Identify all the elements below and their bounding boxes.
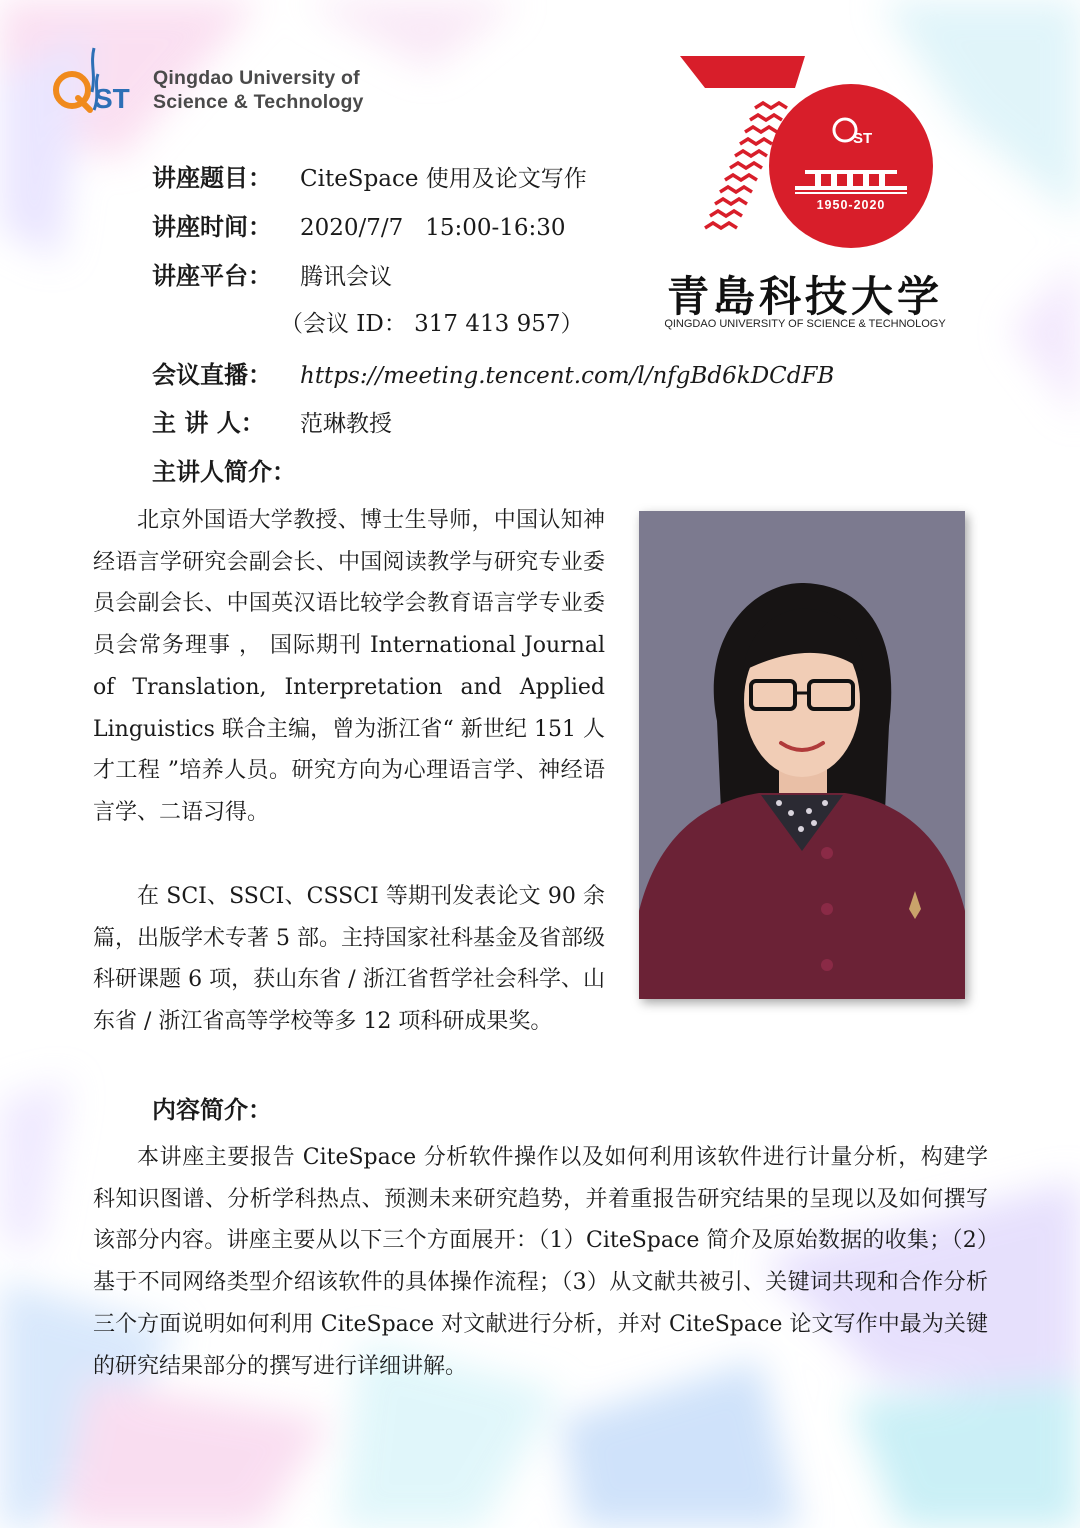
speaker-photo	[639, 511, 965, 999]
live-row	[152, 355, 834, 395]
time-value: 2020/7/7 15:00-16:30	[300, 215, 566, 241]
university-name-cn: 青島科技大学	[666, 272, 943, 321]
speaker-label: 主 讲 人：	[152, 409, 265, 437]
time-row	[152, 207, 566, 247]
speaker-value: 范琳教授	[300, 411, 392, 437]
qust-logo-mark-icon	[50, 44, 150, 124]
university-name-en-small: QINGDAO UNIVERSITY OF SCIENCE & TECHNOLOGY	[664, 318, 946, 330]
topic-value: CiteSpace 使用及论文写作	[300, 166, 587, 192]
platform-value: 腾讯会议	[300, 264, 392, 290]
seventy-anniversary-icon	[655, 48, 955, 258]
svg-text:ST: ST	[853, 130, 873, 147]
time-label: 讲座时间：	[152, 213, 272, 241]
bio-paragraph-2: 在 SCI、SSCI、CSSCI 等期刊发表论文 90 余篇，出版学术专著 5 部。主持国家社科基金及省部级科研课题 6 项，获山东省 / 浙江省哲学社会科学、山东省 / 浙江省高等学校等多 12 项科研成果奖。	[93, 884, 605, 1035]
content-paragraph: 本讲座主要报告 CiteSpace 分析软件操作以及如何利用该软件进行计量分析，构建学科知识图谱、分析学科热点、预测未来研究趋势，并着重报告研究结果的呈现以及如何撰写该部分内容。讲座主要从以下三个方面展开：（1）CiteSpace 简介及原始数据的收集；（2）基于不同网络类型介绍该软件的具体操作流程；（3）从文献共被引、关键词共现和合作分析三个方面说明如何利用 CiteSpace 对文献进行分析，并对 CiteSpace 论文写作中最为关键的研究结果部分的撰写进行详细讲解。	[93, 1145, 988, 1379]
meeting-id: （会议 ID： 317 413 957）	[280, 311, 584, 337]
university-name-line1: Qingdao University of	[153, 67, 360, 89]
live-label: 会议直播：	[152, 361, 272, 389]
platform-label: 讲座平台：	[152, 262, 272, 290]
anniversary-emblem	[655, 48, 955, 348]
bio-paragraph-1: 北京外国语大学教授、博士生导师，中国认知神经语言学研究会副会长、中国阅读教学与研究专业委员会副会长、中国英汉语比较学会教育语言学专业委员会常务理事 ， 国际期刊 International Journal of Translation, Interpretation and Applied Linguistics 联合主编，曾为浙江省“ 新世纪 151 人才工程 ”培养人员。研究方向为心理语言学、神经语言学、二语习得。	[93, 508, 605, 825]
speaker-row	[152, 403, 392, 443]
topic-row	[152, 158, 587, 198]
bio-heading: 主讲人简介：	[152, 458, 296, 486]
svg-text:ST: ST	[94, 83, 130, 114]
university-name-line2: Science & Technology	[153, 91, 364, 113]
topic-label: 讲座题目：	[152, 164, 272, 192]
university-name-en	[153, 66, 364, 114]
live-url-link[interactable]: https://meeting.tencent.com/l/nfgBd6kDCdFB	[300, 363, 835, 389]
qust-header-logo	[50, 44, 450, 124]
platform-row	[152, 256, 392, 296]
anniversary-years: 1950-2020	[816, 198, 886, 212]
content-heading: 内容简介：	[152, 1096, 272, 1124]
